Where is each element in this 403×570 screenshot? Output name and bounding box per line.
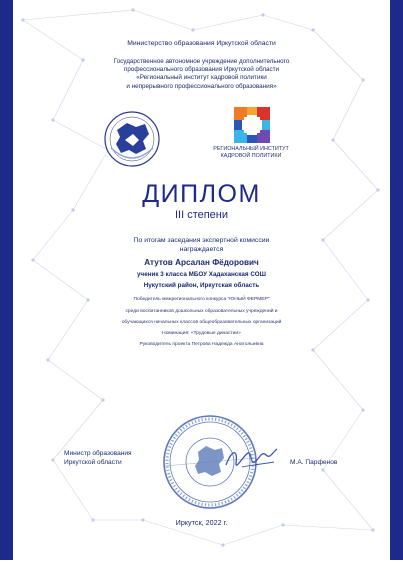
city-year: Иркутск, 2022 г.: [175, 518, 228, 527]
institution-line: Государственное автономное учреждение дополнительного: [113, 58, 290, 65]
nomination-line: Номинация: «Трудовые династии»: [162, 331, 241, 336]
recipient-name: Атутов Арсалан Фёдорович: [144, 258, 259, 267]
contest-winner-line: Победитель межрегионального конкурса "ЮНЫЙ ФЕРМЕР": [133, 297, 270, 302]
rikp-logo-text-line: КАДРОВОЙ ПОЛИТИКИ: [220, 153, 282, 159]
minister-title-line: Иркутской области: [64, 458, 122, 466]
project-leader-line: Руководитель проекта Петрова Надежда Анатольевна: [139, 342, 264, 347]
ministry-heading: Министерство образования Иркутской области: [127, 40, 276, 47]
minister-title-line: Министр образования: [64, 450, 132, 457]
rikp-square-logo-icon: [233, 106, 271, 144]
student-school-line: ученик 3 класса МБОУ Хадаханская СОШ: [137, 271, 266, 278]
right-border-stripe: [390, 0, 403, 560]
institution-heading: [30, 58, 373, 91]
award-result-line: награждается: [179, 246, 224, 253]
diploma-degree: III степени: [174, 209, 229, 221]
institution-line: профессионального образования Иркутской области: [123, 66, 280, 74]
participants-line: среди воспитанников дошкольных образовательных учреждений и: [125, 309, 278, 314]
rikp-logo-caption: [206, 146, 296, 160]
minister-title: [64, 450, 132, 467]
district-line: Нукутский район, Иркутская область: [143, 282, 260, 289]
award-result-text: [30, 236, 373, 254]
irkutsk-region-map-emblem-icon: [103, 110, 161, 168]
participants-line: обучающихся начальных классов общеобразовательных организаций: [121, 320, 282, 325]
rikp-logo-text-line: РЕГИОНАЛЬНЫЙ ИНСТИТУТ: [213, 146, 289, 152]
signer-name: М.А. Парфенов: [290, 459, 338, 466]
diploma-title: ДИПЛОМ: [142, 180, 261, 208]
award-result-line: По итогам заседания экспертной комиссии: [133, 237, 270, 244]
handwritten-signature-icon: [222, 445, 280, 473]
institution-line: и непрерывного профессионального образования»: [126, 82, 277, 90]
left-border-stripe: [0, 0, 13, 560]
institution-line: «Региональный институт кадровой политики: [136, 74, 267, 82]
